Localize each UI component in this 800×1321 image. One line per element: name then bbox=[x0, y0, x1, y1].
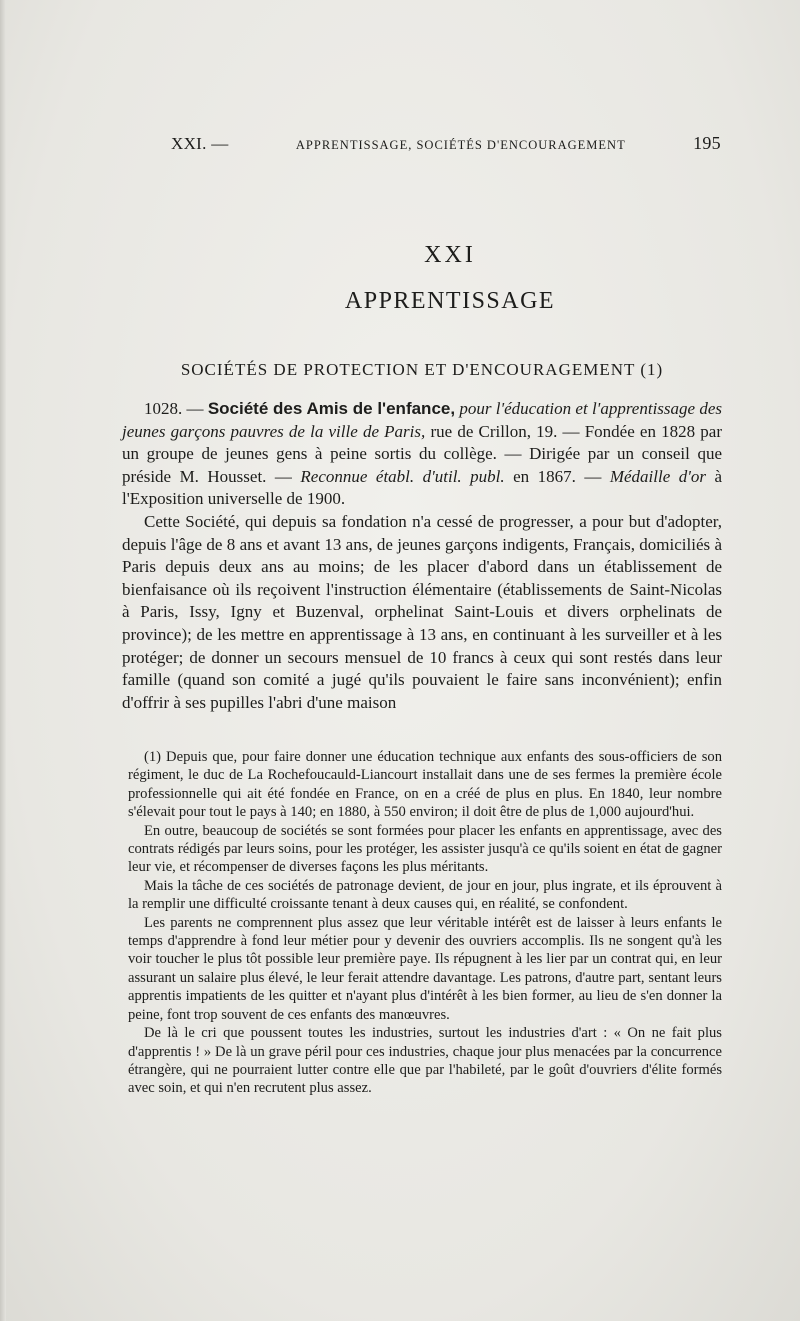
entry-purpose: pour l'éducation et l'apprentissage des jeunes garçons pauvres de la ville de Paris, bbox=[122, 399, 723, 441]
page-number: 195 bbox=[693, 133, 721, 153]
footnote-paragraph: (1) Depuis que, pour faire donner une éducation technique aux enfants des sous-officiers de son régiment, le duc de La Rochefoucauld-Liancourt installait dans une de ses fermes la première école professionnelle qui ait été fondée en France, on en a créé de plus en plus. En 1840, leur nombre s'élevait pour tout le pays à 140; en 1880, à 550 environ; il doit être de plus de 1,000 aujourd'hui. bbox=[128, 749, 722, 821]
entry-recognition-year: en 1867. — bbox=[513, 466, 602, 486]
entry-number: 1028. — bbox=[144, 399, 204, 418]
footnotes bbox=[128, 748, 722, 1098]
footnote-paragraph: Mais la tâche de ces sociétés de patronage devient, de jour en jour, plus ingrate, et ils éprouvent à la remplir une difficulté croissante tenant à deux causes qui, en réalité, se confondent. bbox=[128, 877, 722, 913]
page-edge-shadow bbox=[0, 0, 6, 1321]
entry-award-detail: à l'Exposition universelle de 1900. bbox=[122, 466, 723, 509]
footnote-paragraph: Les parents ne comprennent plus assez que leur véritable intérêt est de laisser à leurs enfants le temps d'apprendre à fond leur métier pour y devenir des ouvriers accomplis. Ils ne songent qu'à les voir toucher le plus tôt possible leur première paye. Ils répugnent à les lier par un contrat qui, en leur assurant un salaire plus élevé, le leur ferait attendre davantage. Les patrons, d'autre part, sentant leurs apprentis impatients de les quitter et n'ayant plus d'intérêt à les bien former, au lieu de s'en donner la peine, font trop souvent de ces enfants des manœuvres. bbox=[128, 914, 722, 1023]
entry-address: rue de Crillon, 19. — Fondée en 1828 par un groupe de jeunes gens à peine sortis du collège. — Dirigée par un conseil que préside M. Housset. — bbox=[122, 421, 723, 486]
main-text bbox=[122, 398, 722, 714]
header-title: APPRENTISSAGE, SOCIÉTÉS D'ENCOURAGEMENT bbox=[295, 138, 626, 152]
chapter-title: APPRENTISSAGE bbox=[344, 288, 556, 314]
chapter-number: XXI bbox=[424, 242, 476, 268]
running-header bbox=[171, 133, 721, 154]
body-paragraph: Cette Société, qui depuis sa fondation n'a cessé de progresser, a pour but d'adopter, depuis l'âge de 8 ans et avant 13 ans, de jeunes garçons indigents, Français, domiciliés à Paris depuis deux ans au moins; de les placer d'abord dans un établissement de bienfaisance où ils reçoivent l'instruction élémentaire (établissements de Saint-Nicolas à Paris, Issy, Igny et Buzenval, orphelinat Saint-Louis et divers orphelinats de province); de les mettre en apprentissage à 13 ans, en continuant à les surveiller et à les protéger; de donner un secours mensuel de 10 francs à ceux qui sont restés dans leur famille (quand son comité a jugé qu'ils pouvaient le faire sans inconvénient); enfin d'offrir à ses pupilles l'abri d'une maison bbox=[122, 511, 722, 712]
section-heading: SOCIÉTÉS DE PROTECTION ET D'ENCOURAGEMENT (1) bbox=[180, 360, 664, 379]
footnote-paragraph: De là le cri que poussent toutes les industries, surtout les industries d'art : « On ne fait plus d'apprentis ! » De là un grave péril pour ces industries, chaque jour plus menacées par la concurrence étrangère, qui ne pourraient lutter contre elle que par l'habileté, par le goût d'ouvriers d'élite formés avec soin, et qui n'en recrutent plus assez. bbox=[128, 1025, 722, 1097]
entry-paragraph bbox=[122, 398, 722, 511]
entry-recognition: Reconnue établ. d'util. publ. bbox=[300, 466, 505, 486]
entry-award: Médaille d'or bbox=[609, 466, 706, 486]
footnote-paragraph: En outre, beaucoup de sociétés se sont formées pour placer les enfants en apprentissage, avec des contrats rédigés par leurs soins, pour les protéger, les assister jusqu'à ce qu'ils soient en état de gagner leur vie, et récompenser de diverses façons les plus méritants. bbox=[128, 822, 722, 876]
header-chapter-ref: XXI. — bbox=[171, 134, 229, 153]
entry-name: Société des Amis de l'enfance, bbox=[207, 399, 456, 418]
